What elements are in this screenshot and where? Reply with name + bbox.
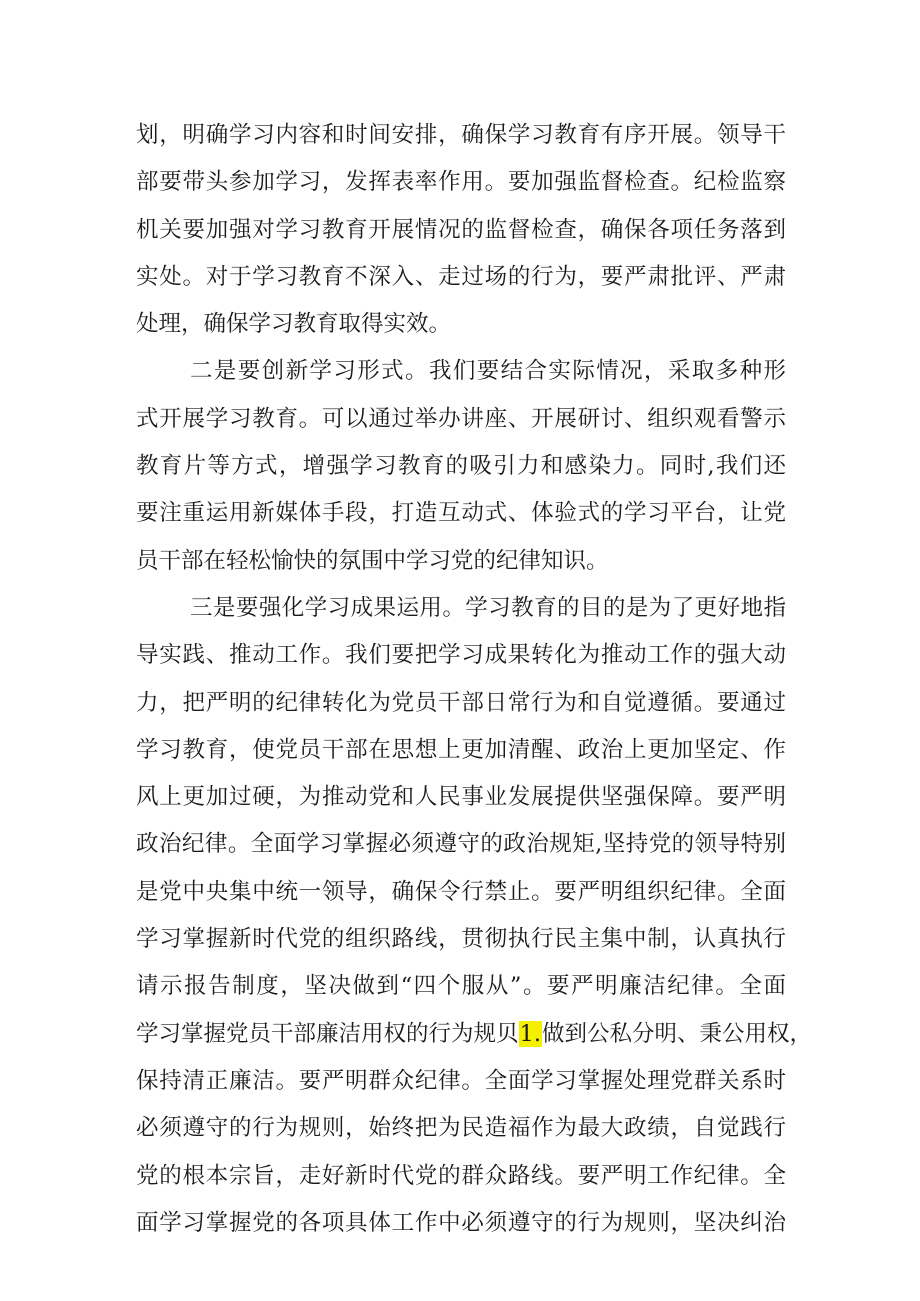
highlighted-marker: 1.: [519, 1020, 541, 1047]
text-line: 要注重运用新媒体手段，打造互动式、体验式的学习平台，让党: [136, 500, 786, 527]
text-line: 面学习掌握党的各项具体工作中必须遵守的行为规则，坚决纠治: [136, 1209, 786, 1236]
text-line: 风上更加过硬，为推动党和人民事业发展提供坚强保障。要严明: [136, 784, 786, 811]
text-line: 划，明确学习内容和时间安排，确保学习教育有序开展。领导干: [136, 122, 786, 148]
text-line: 部要带头参加学习，发挥表率作用。要加强监督检查。纪检监察: [136, 169, 786, 196]
text-line: 机关要加强对学习教育开展情况的监督检查，确保各项任务落到: [136, 216, 786, 243]
text-line: 政治纪律。全面学习掌握必须遵守的政治规矩,坚持党的领导特别: [136, 831, 786, 858]
text-line: 党的根本宗旨，走好新时代党的群众路线。要严明工作纪律。全: [136, 1162, 786, 1189]
text-line: 学习掌握新时代党的组织路线，贯彻执行民主集中制，认真执行: [136, 926, 786, 953]
text-line: 保持清正廉洁。要严明群众纪律。全面学习掌握处理党群关系时: [136, 1067, 786, 1094]
text-line: 力，把严明的纪律转化为党员干部日常行为和自觉遵循。要通过: [136, 689, 786, 716]
paragraph-start-line: 二是要创新学习形式。我们要结合实际情况，采取多种形: [190, 358, 786, 385]
text-line: 式开展学习教育。可以通过举办讲座、开展研讨、组织观看警示: [136, 405, 786, 432]
text-segment: 做到公私分明、秉公用权，: [541, 1020, 812, 1047]
text-line: 是党中央集中统一领导，确保令行禁止。要严明组织纪律。全面: [136, 878, 786, 905]
text-line: 实处。对于学习教育不深入、走过场的行为，要严肃批评、严肃: [136, 263, 786, 290]
text-segment: 学习掌握党员干部廉洁用权的行为规贝: [136, 1020, 519, 1047]
text-line: 学习教育，使党员干部在思想上更加清醒、政治上更加坚定、作: [136, 736, 786, 763]
text-line: 必须遵守的行为规则，始终把为民造福作为最大政绩，自觉践行: [136, 1115, 786, 1142]
text-line: 导实践、推动工作。我们要把学习成果转化为推动工作的强大动: [136, 642, 786, 669]
document-body: [136, 112, 812, 1247]
text-line: 员干部在轻松愉快的氛围中学习党的纪律知识。: [136, 547, 609, 574]
text-line: 教育片等方式，增强学习教育的吸引力和感染力。同时,我们还: [136, 453, 786, 480]
text-line-with-highlight: [136, 1011, 812, 1058]
paragraph-start-line: 三是要强化学习成果运用。学习教育的目的是为了更好地指: [190, 594, 786, 621]
text-line: 处理，确保学习教育取得实效。: [136, 311, 452, 338]
text-line: 请示报告制度，坚决做到“四个服从”。要严明廉洁纪律。全面: [136, 973, 786, 1000]
